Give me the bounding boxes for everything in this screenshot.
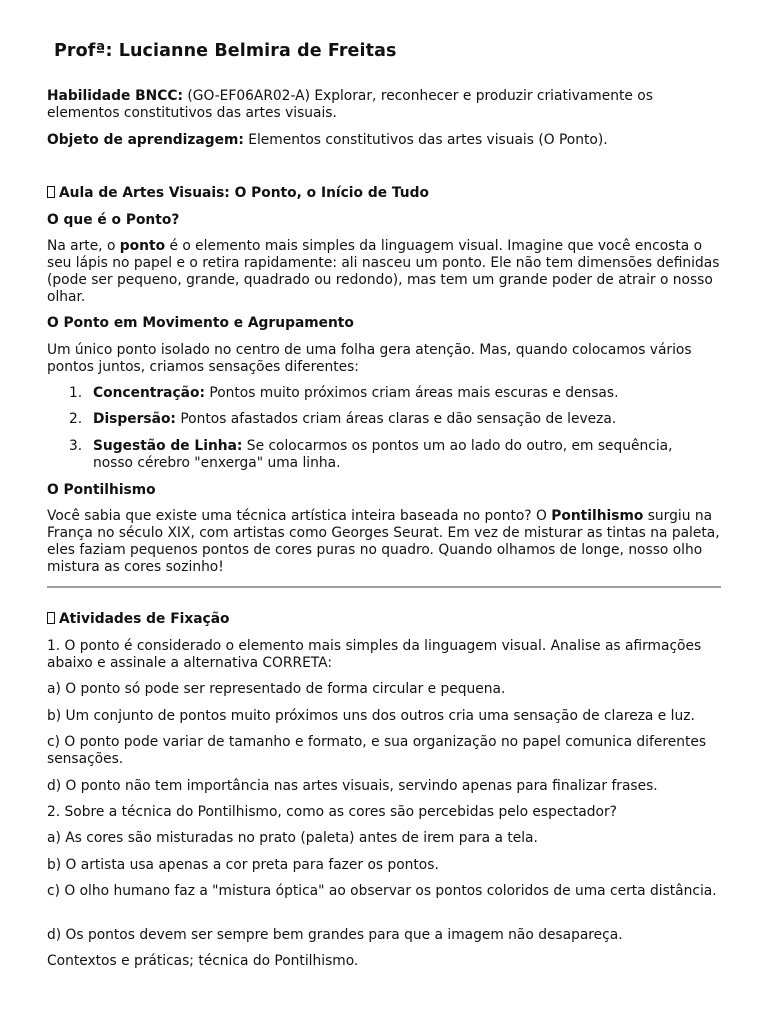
emoji-placeholder-icon: [47, 612, 55, 624]
activities-title: [47, 611, 727, 628]
question-2-option-b: b) O artista usa apenas a cor preta para fazer os pontos.: [47, 857, 439, 873]
lesson-title-text: Aula de Artes Visuais: O Ponto, o Início de Tudo: [59, 185, 429, 201]
bold-term: Pontilhismo: [551, 508, 644, 524]
section-text-pointillism: [47, 508, 727, 576]
text-fragment: Você sabia que existe uma técnica artística inteira baseada no ponto? O: [47, 508, 552, 524]
question-2: 2. Sobre a técnica do Pontilhismo, como as cores são percebidas pelo espectador?: [47, 804, 617, 820]
list-text: Pontos muito próximos criam áreas mais escuras e densas.: [204, 385, 619, 401]
list-term: Dispersão:: [93, 411, 176, 427]
section-heading-pointillism: O Pontilhismo: [47, 482, 156, 498]
question-1-option-d: d) O ponto não tem importância nas artes visuais, servindo apenas para finalizar frases.: [47, 778, 658, 794]
list-term: Sugestão de Linha:: [93, 438, 243, 454]
list-item: [69, 438, 709, 471]
question-1-option-b: b) Um conjunto de pontos muito próximos uns dos outros cria uma sensação de clareza e luz.: [47, 708, 695, 724]
learning-object-paragraph: [47, 132, 727, 149]
question-2-option-a: a) As cores são misturadas no prato (paleta) antes de irem para a tela.: [47, 830, 538, 846]
section-text-what-is: [47, 238, 727, 306]
list-number: 2.: [69, 411, 83, 427]
section-heading-movement: O Ponto em Movimento e Agrupamento: [47, 315, 354, 331]
question-2-option-d: d) Os pontos devem ser sempre bem grandes para que a imagem não desapareça.: [47, 927, 623, 943]
text-fragment: Na arte, o: [47, 238, 120, 254]
list-number: 3.: [69, 438, 83, 454]
learning-object-text: Elementos constitutivos das artes visuais (O Ponto).: [243, 132, 608, 148]
question-1-option-c: c) O ponto pode variar de tamanho e formato, e sua organização no papel comunica diferentes sensações.: [47, 734, 707, 767]
list-text: Se colocarmos os pontos um ao lado do outro, em sequência, nosso cérebro "enxerga" uma linha.: [93, 438, 673, 471]
question-2-option-c: c) O olho humano faz a "mistura óptica" ao observar os pontos coloridos de uma certa distância.: [47, 883, 717, 899]
question-1: 1. O ponto é considerado o elemento mais simples da linguagem visual. Analise as afirmações abaixo e assinale a alternativa CORRETA:: [47, 638, 702, 671]
activities-title-text: Atividades de Fixação: [59, 611, 230, 627]
question-1-option-a: a) O ponto só pode ser representado de forma circular e pequena.: [47, 681, 506, 697]
skill-text: (GO-EF06AR02-A) Explorar, reconhecer e produzir criativamente os elementos constitutivos das artes visuais.: [47, 88, 653, 121]
footer-note: Contextos e práticas; técnica do Pontilhismo.: [47, 953, 359, 969]
emoji-placeholder-icon: [47, 186, 55, 198]
text-fragment: surgiu na França no século XIX, com artistas como Georges Seurat. Em vez de misturar as tintas na paleta, eles faziam pequenos pontos de cores puras no quadro. Quando olhamos de longe, nosso olho mistura as cores sozinho!: [47, 508, 720, 575]
bold-term: ponto: [119, 238, 166, 254]
teacher-name: Profª: Lucianne Belmira de Freitas: [54, 41, 397, 61]
list-item: [69, 385, 709, 402]
skill-paragraph: [47, 88, 727, 122]
list-item: [69, 411, 709, 428]
section-text-movement: Um único ponto isolado no centro de uma folha gera atenção. Mas, quando colocamos vários pontos juntos, criamos sensações diferentes:: [47, 342, 692, 375]
horizontal-divider: [47, 586, 721, 588]
list-number: 1.: [69, 385, 83, 401]
list-term: Concentração:: [93, 385, 205, 401]
lesson-title: [47, 185, 727, 202]
learning-object-label: Objeto de aprendizagem:: [47, 132, 244, 148]
skill-label: Habilidade BNCC:: [47, 88, 183, 104]
text-fragment: é o elemento mais simples da linguagem visual. Imagine que você encosta o seu lápis no papel e o retira rapidamente: ali nasceu um ponto. Ele não tem dimensões definidas (pode ser pequeno, grande, quadrado ou redondo), mas tem um grande poder de atrair o nosso olhar.: [47, 238, 720, 305]
list-text: Pontos afastados criam áreas claras e dão sensação de leveza.: [175, 411, 617, 427]
section-heading-what-is: O que é o Ponto?: [47, 212, 180, 228]
